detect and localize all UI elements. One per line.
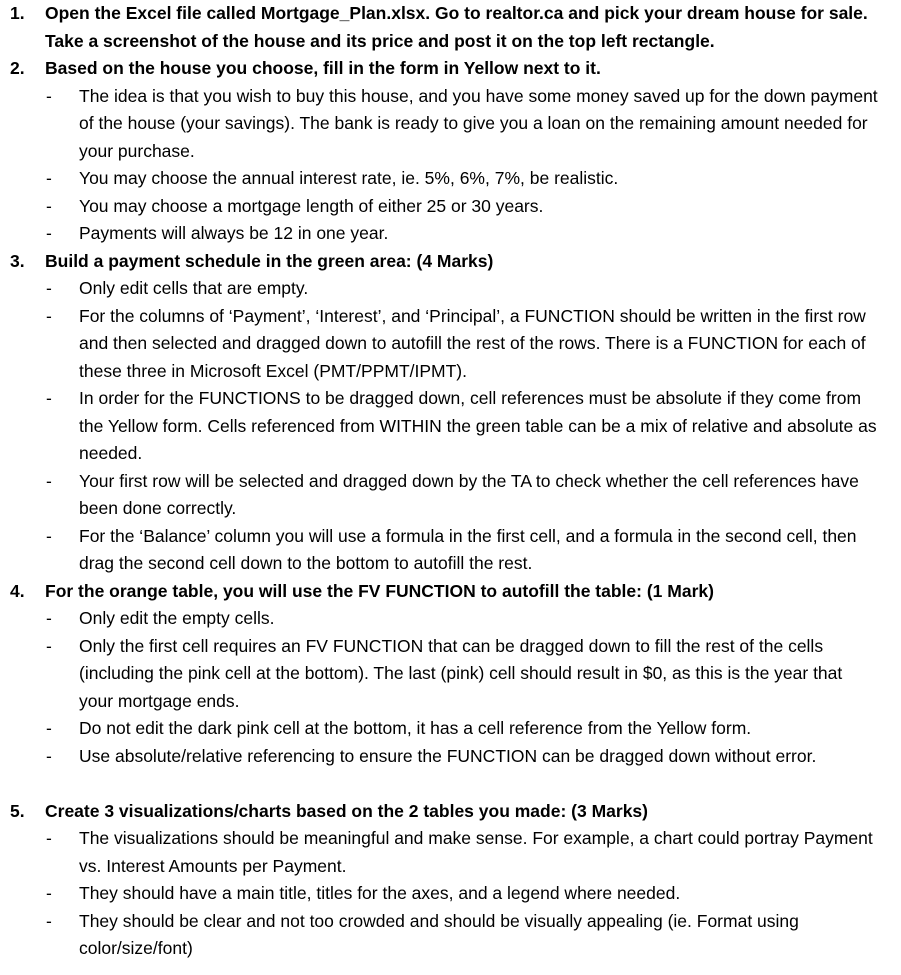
item-heading: For the orange table, you will use the FV FUNCTION to autofill the table: (1 Mark) bbox=[45, 580, 714, 601]
item-number: 4. bbox=[10, 580, 25, 601]
item-heading: Based on the house you choose, fill in the form in Yellow next to it. bbox=[45, 58, 601, 78]
item-heading: Open the Excel file called Mortgage_Plan.xlsx. Go to realtor.ca and pick your dream house for sale. Take a screenshot of the house and its price and post it on the top left rectangle. bbox=[45, 3, 868, 51]
bullet-text: You may choose the annual interest rate, ie. 5%, 6%, 7%, be realistic. bbox=[79, 168, 619, 188]
item-number: 2. bbox=[10, 58, 25, 78]
bullet-item bbox=[0, 523, 901, 578]
bullet-text: Use absolute/relative referencing to ensure the FUNCTION can be dragged down without error. bbox=[79, 745, 817, 766]
bullet-text: You may choose a mortgage length of either 25 or 30 years. bbox=[79, 195, 544, 216]
bullet-text: They should have a main title, titles for the axes, and a legend where needed. bbox=[79, 883, 681, 903]
bullet-dash: - bbox=[46, 195, 52, 216]
bullet-dash: - bbox=[46, 305, 52, 326]
bullet-dash: - bbox=[46, 470, 52, 491]
bullet-text: Only the first cell requires an FV FUNCTION that can be dragged down to fill the rest of the cells (including the pink cell at the bottom). The last (pink) cell should result in $0, as this is the year that your mortgage ends. bbox=[79, 635, 843, 711]
bullet-dash: - bbox=[46, 883, 52, 903]
bullet-item bbox=[0, 275, 901, 303]
bullet-text: Do not edit the dark pink cell at the bottom, it has a cell reference from the Yellow form. bbox=[79, 718, 752, 738]
bullet-item bbox=[0, 633, 901, 716]
bullet-dash: - bbox=[46, 168, 52, 188]
bullet-dash: - bbox=[46, 910, 52, 931]
bullet-dash: - bbox=[46, 718, 52, 738]
item-number: 3. bbox=[10, 250, 25, 271]
bullet-text: Your first row will be selected and dragged down by the TA to check whether the cell references have been done correctly. bbox=[79, 470, 859, 518]
item-number: 5. bbox=[10, 800, 25, 821]
bullet-item bbox=[0, 165, 901, 193]
bullet-item bbox=[0, 715, 901, 743]
bullet-item bbox=[0, 83, 901, 166]
bullet-text: For the ‘Balance’ column you will use a formula in the first cell, and a formula in the second cell, then drag the second cell down to the bottom to autofill the rest. bbox=[79, 525, 857, 573]
bullet-list bbox=[0, 83, 901, 248]
bullet-text: Payments will always be 12 in one year. bbox=[79, 223, 389, 243]
bullet-dash: - bbox=[46, 635, 52, 656]
bullet-item bbox=[0, 880, 901, 908]
item-number: 1. bbox=[10, 3, 25, 23]
bullet-text: The idea is that you wish to buy this house, and you have some money saved up for the down payment of the house (your savings). The bank is ready to give you a loan on the remaining amount needed for your purchase. bbox=[79, 85, 878, 161]
bullet-item bbox=[0, 385, 901, 468]
item-heading: Create 3 visualizations/charts based on the 2 tables you made: (3 Marks) bbox=[45, 800, 648, 821]
bullet-dash: - bbox=[46, 525, 52, 546]
bullet-text: For the columns of ‘Payment’, ‘Interest’, and ‘Principal’, a FUNCTION should be written in the first row and then selected and dragged down to autofill the rest of the rows. There is a FUNCTION for each of these three in Microsoft Excel (PMT/PPMT/IPMT). bbox=[79, 305, 866, 381]
bullet-item bbox=[0, 825, 901, 880]
bullet-item bbox=[0, 193, 901, 221]
bullet-item bbox=[0, 468, 901, 523]
bullet-dash: - bbox=[46, 223, 52, 243]
bullet-dash: - bbox=[46, 745, 52, 766]
bullet-item bbox=[0, 220, 901, 248]
bullet-list bbox=[0, 275, 901, 578]
bullet-text: Only edit the empty cells. bbox=[79, 608, 275, 628]
bullet-item bbox=[0, 303, 901, 386]
bullet-dash: - bbox=[46, 85, 52, 106]
bullet-dash: - bbox=[46, 828, 52, 848]
bullet-item bbox=[0, 743, 901, 771]
bullet-text: Only edit cells that are empty. bbox=[79, 278, 309, 298]
bullet-dash: - bbox=[46, 608, 52, 628]
bullet-text: The visualizations should be meaningful and make sense. For example, a chart could portray Payment vs. Interest Amounts per Payment. bbox=[79, 828, 873, 876]
bullet-dash: - bbox=[46, 278, 52, 298]
bullet-item bbox=[0, 908, 901, 963]
item-heading: Build a payment schedule in the green area: (4 Marks) bbox=[45, 250, 494, 271]
bullet-dash: - bbox=[46, 388, 52, 408]
bullet-text: In order for the FUNCTIONS to be dragged down, cell references must be absolute if they come from the Yellow form. Cells referenced from WITHIN the green table can be a mix of relative and absolute as needed. bbox=[79, 388, 877, 463]
bullet-list bbox=[0, 605, 901, 770]
bullet-text: They should be clear and not too crowded and should be visually appealing (ie. Format using color/size/font) bbox=[79, 910, 799, 958]
bullet-item bbox=[0, 605, 901, 633]
bullet-list bbox=[0, 825, 901, 963]
